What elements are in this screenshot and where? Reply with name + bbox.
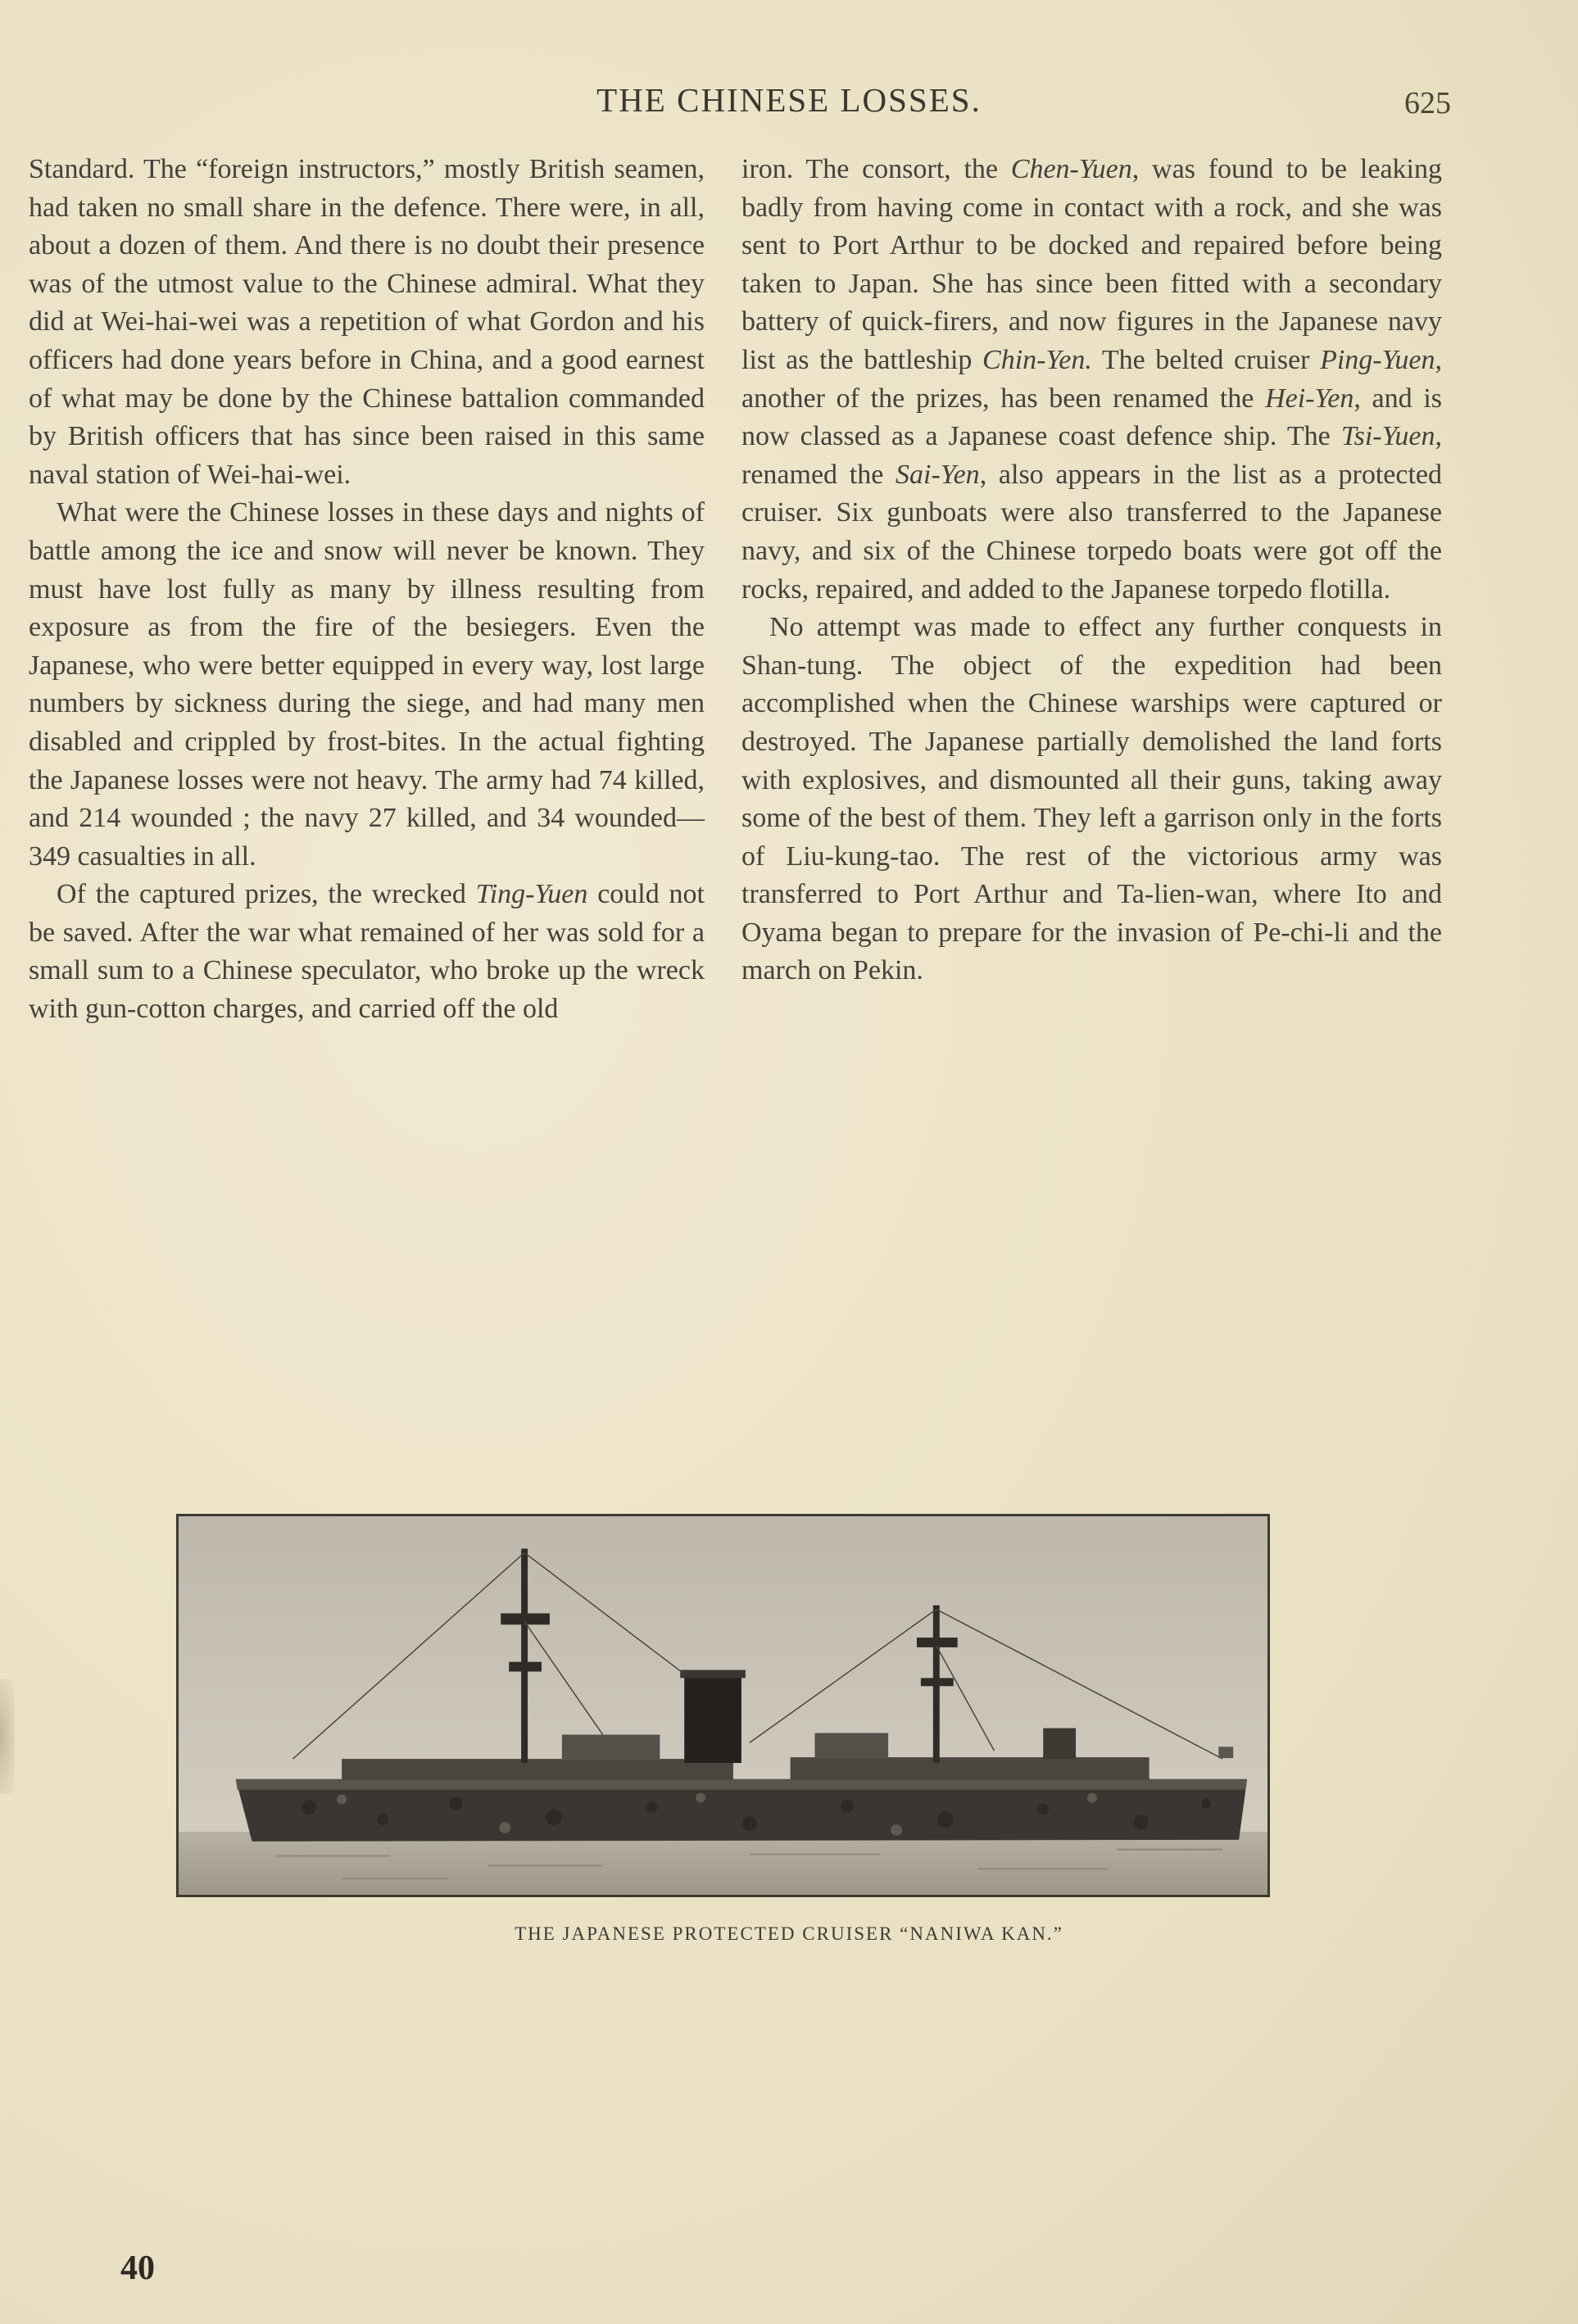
text-run: , renamed the	[741, 421, 1442, 490]
text-run: Of the captured prizes, the wrecked	[57, 879, 476, 910]
paragraph: Standard. The “foreign instructors,” mostly British seamen, had taken no small share in the defence. There were, in all, about a dozen of them. And there is no doubt their presence was of the utmost value to the Chinese admiral. What they did at Wei-hai-wei was a repetition of what Gordon and his officers had done years before in China, and a good earnest of what may be done by the Chinese battalion commanded by British officers that has since been raised in this same naval station of Wei-hai-wei.	[29, 154, 705, 490]
ship-name: Ting-Yuen	[475, 879, 588, 910]
page-header	[0, 80, 1578, 129]
page-number: 625	[1404, 86, 1451, 120]
paragraph	[741, 151, 1442, 609]
text-run: iron. The consort, the	[741, 154, 1011, 184]
ship-name: Chen-Yuen	[1010, 154, 1132, 184]
page-stain	[0, 1679, 15, 1794]
ship-name: Tsi-Yuen	[1340, 421, 1435, 452]
figure-caption: THE JAPANESE PROTECTED CRUISER “NANIWA KAN.”	[515, 1923, 1063, 1944]
text-run: The belted cruiser	[1091, 344, 1321, 375]
left-column	[29, 151, 705, 1029]
ship-name: Hei-Yen	[1265, 383, 1354, 414]
text-run: , another of the prizes, has been renamed the	[741, 344, 1442, 414]
cruiser-photograph	[176, 1514, 1270, 1897]
ship-name: Ping-Yuen	[1320, 344, 1435, 375]
right-column	[741, 151, 1442, 990]
text-run: , was found to be leaking badly from having come in contact with a rock, and she was sent to Port Arthur to be docked and repaired before being taken to Japan. She has since been fitted with a secondary battery of quick-firers, and now figures in the Japanese navy list as the battleship	[741, 154, 1442, 375]
paragraph: What were the Chinese losses in these days and nights of battle among the ice and snow will never be known. They must have lost fully as many by illness resulting from exposure as from the fire of the besiegers. Even the Japanese, who were better equipped in every way, lost large numbers by sickness during the siege, and had many men disabled and crippled by frost-bites. In the actual fighting the Japanese losses were not heavy. The army had 74 killed, and 214 wounded ; the navy 27 killed, and 34 wounded—349 casualties in all.	[29, 497, 705, 872]
running-title: THE CHINESE LOSSES.	[596, 81, 982, 119]
ship-name: Sai-Yen	[896, 459, 980, 490]
ship-name: Chin-Yen.	[982, 344, 1092, 375]
text-run: could not be saved. After the war what remained of her was sold for a small sum to a Chinese speculator, who broke up the wreck with gun-cotton charges, and carried off the old	[29, 879, 705, 1025]
signature-mark: 40	[120, 2249, 155, 2287]
paragraph	[29, 876, 705, 1028]
cruiser-illustration	[179, 1516, 1267, 1895]
paragraph: No attempt was made to effect any further conquests in Shan-tung. The object of the expedition had been accomplished when the Chinese warships were captured or destroyed. The Japanese partially demolished the land forts with explosives, and dismounted all their guns, taking away some of the best of them. They left a garrison only in the forts of Liu-kung-tao. The rest of the victorious army was transferred to Port Arthur and Ta-lien-wan, where Ito and Oyama began to prepare for the invasion of Pe-chi-li and the march on Pekin.	[741, 612, 1442, 986]
text-run: , and is now classed as a Japanese coast defence ship. The	[741, 383, 1442, 452]
text-run: , also appears in the list as a protected cruiser. Six gunboats were also transferred to the Japanese navy, and six of the Chinese torpedo boats were got off the rocks, repaired, and added to the Japanese torpedo flotilla.	[741, 459, 1442, 605]
